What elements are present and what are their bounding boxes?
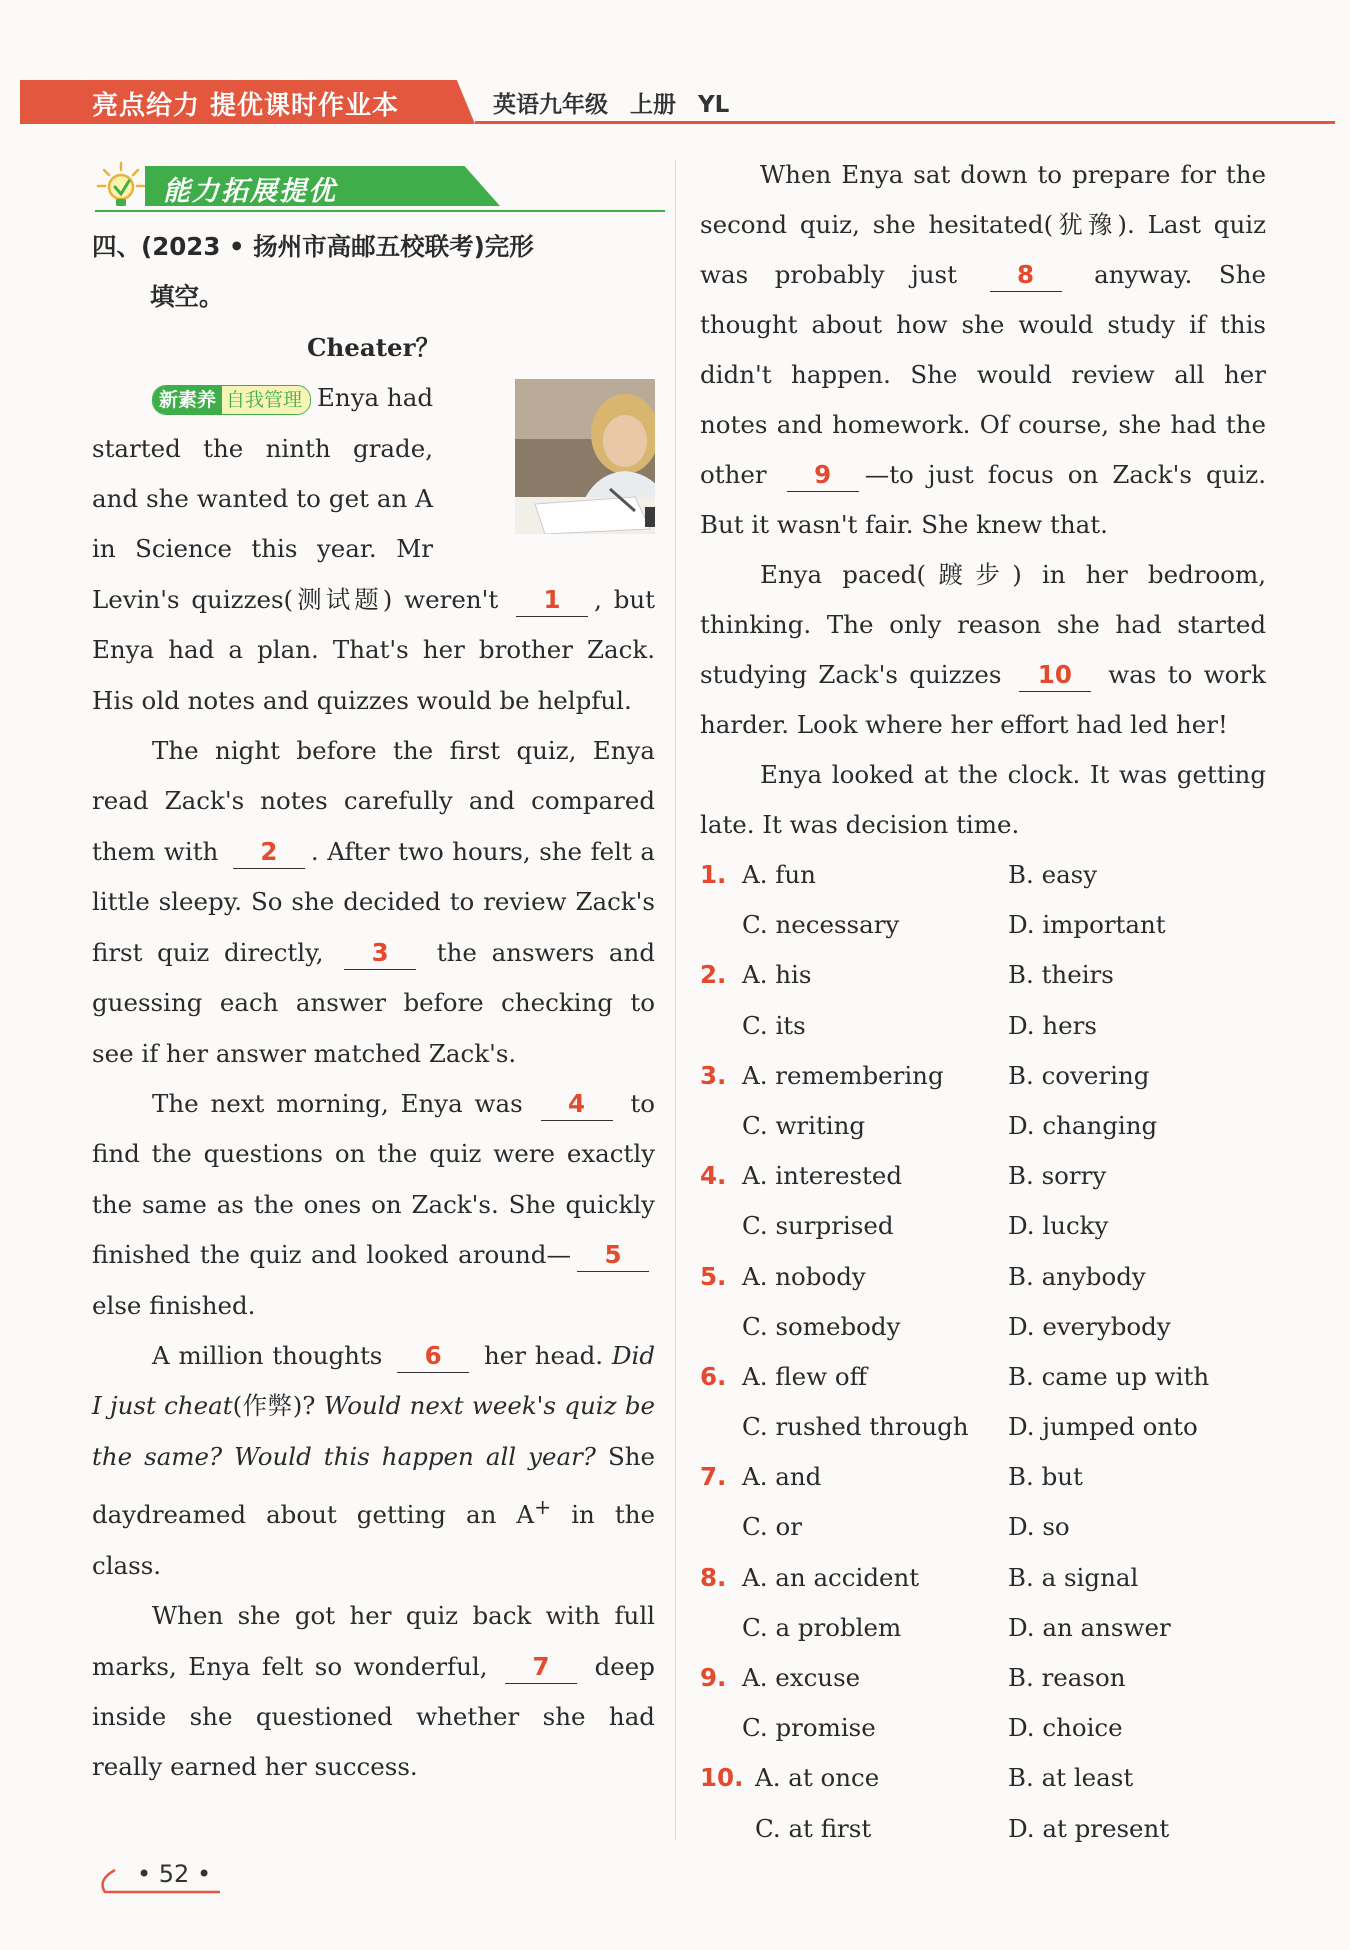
paragraph-8: Enya looked at the clock. It was getting late. It was decision time.: [700, 760, 1266, 839]
blank-6: 6: [397, 1340, 469, 1373]
option-choice[interactable]: B. came up with: [1008, 1361, 1210, 1391]
answer-options: [700, 850, 1266, 1854]
option-row: [700, 850, 1266, 900]
banner-title: 能力拓展提优: [163, 176, 337, 207]
blank-2: 2: [233, 836, 305, 869]
option-choice[interactable]: C. promise: [742, 1713, 876, 1743]
option-choice[interactable]: D. jumped onto: [1008, 1412, 1198, 1442]
option-choice[interactable]: A. interested: [742, 1161, 903, 1191]
literacy-tag-label: 新素养: [153, 386, 222, 414]
option-choice[interactable]: C. somebody: [742, 1311, 901, 1341]
paragraph-2-text-c: the answers and guessing each answer before checking to see if her answer matched Zack's.: [92, 937, 655, 1068]
paragraph-2-text-a: The night before the first quiz, Enya read Zack's notes carefully and compared them with: [92, 736, 655, 866]
option-row: [700, 1452, 1266, 1502]
blank-9: 9: [787, 459, 859, 492]
paragraph-5-text-b: deep inside she questioned whether she had really earned her success.: [92, 1651, 655, 1782]
option-number: 3.: [700, 1060, 727, 1090]
paragraph-4-text-a: A million thoughts: [152, 1340, 383, 1370]
option-choice[interactable]: B. theirs: [1008, 960, 1114, 990]
option-choice[interactable]: B. anybody: [1008, 1261, 1146, 1291]
paragraph-7-text-a: Enya paced(踱步) in her bedroom, thinking. The only reason she had started studying Zack's quizzes: [700, 560, 1266, 689]
option-row: [700, 1553, 1266, 1603]
paragraph-3-text-a: The next morning, Enya was: [152, 1088, 523, 1118]
option-choice[interactable]: B. at least: [1008, 1763, 1134, 1793]
paragraph-7: [700, 550, 1266, 750]
option-choice[interactable]: A. and: [742, 1462, 822, 1492]
option-choice[interactable]: C. surprised: [742, 1211, 894, 1241]
subject-label: 英语九年级: [493, 92, 608, 118]
paragraph-4-italic-a: Did I just cheat: [92, 1340, 656, 1421]
option-choice[interactable]: B. sorry: [1008, 1161, 1107, 1191]
option-choice[interactable]: D. choice: [1008, 1713, 1123, 1743]
option-row: [700, 1502, 1266, 1552]
student-photo: [455, 379, 655, 534]
option-choice[interactable]: C. or: [742, 1512, 802, 1542]
page-footer: [95, 1858, 225, 1898]
blank-10: 10: [1019, 659, 1091, 692]
right-column: [700, 150, 1266, 1854]
paragraph-3-text-b: to find the questions on the quiz were exactly the same as the ones on Zack's. She quickly finished the quiz and looked around—: [92, 1088, 655, 1270]
paragraph-6-text-c: —to just focus on Zack's quiz. But it wasn't fair. She knew that.: [700, 460, 1267, 539]
paragraph-4-text-b: her head.: [483, 1340, 604, 1370]
paragraph-3-text-c: else finished.: [92, 1290, 256, 1320]
paragraph-5-text-a: When she got her quiz back with full marks, Enya felt so wonderful,: [92, 1601, 655, 1681]
option-row: [700, 1151, 1266, 1201]
blank-3: 3: [344, 937, 416, 970]
option-choice[interactable]: A. his: [742, 960, 812, 990]
blank-8: 8: [990, 259, 1062, 292]
option-number: 4.: [700, 1161, 727, 1191]
paragraph-1-text-b: , but Enya had a plan. That's her brother Zack. His old notes and quizzes would be helpful.: [92, 584, 656, 715]
article-title: Cheater？: [306, 332, 441, 362]
lightbulb-icon: [95, 160, 147, 212]
option-choice[interactable]: A. excuse: [742, 1663, 861, 1692]
option-number: 9.: [700, 1663, 727, 1692]
option-row: [700, 1653, 1266, 1703]
option-choice[interactable]: B. a signal: [1008, 1562, 1139, 1592]
paragraph-4-text-d: in the class.: [92, 1500, 655, 1580]
option-choice[interactable]: C. writing: [742, 1110, 866, 1140]
option-row: [700, 1402, 1266, 1452]
book-title: 亮点给力 提优课时作业本: [92, 91, 400, 121]
option-number: 5.: [700, 1261, 727, 1291]
book-subtitle: [493, 86, 729, 119]
banner-rule: [95, 210, 665, 212]
paragraph-1: [92, 373, 655, 726]
option-choice[interactable]: A. fun: [742, 860, 816, 889]
option-choice[interactable]: D. so: [1008, 1512, 1070, 1542]
paragraph-4-text-c: She daydreamed about getting an A: [92, 1441, 655, 1530]
paragraph-2: [92, 726, 655, 1079]
option-choice[interactable]: C. rushed through: [742, 1412, 969, 1442]
option-number: 10.: [700, 1763, 744, 1793]
section-banner: [95, 160, 665, 212]
paragraph-3: [92, 1079, 655, 1331]
option-choice[interactable]: D. at present: [1008, 1813, 1170, 1843]
option-choice[interactable]: B. easy: [1008, 860, 1098, 889]
page-header: [20, 80, 1338, 124]
option-row: [700, 1603, 1266, 1653]
option-row: [700, 1001, 1266, 1051]
option-choice[interactable]: D. hers: [1008, 1010, 1097, 1040]
option-row: [700, 1804, 1266, 1854]
header-rule: [475, 121, 1335, 124]
question-heading-cont: 填空。: [150, 282, 224, 312]
option-choice[interactable]: D. important: [1008, 910, 1166, 940]
option-choice[interactable]: B. reason: [1008, 1663, 1126, 1692]
option-row: [700, 1101, 1266, 1151]
literacy-tag-topic: 自我管理: [222, 386, 310, 414]
option-row: [700, 900, 1266, 950]
paragraph-4-italic-b: Would next week's quiz be the same? Would this happen all year?: [92, 1391, 656, 1471]
paragraph-6: [700, 150, 1266, 550]
blank-1: 1: [516, 584, 588, 617]
option-choice[interactable]: D. lucky: [1008, 1211, 1109, 1241]
option-choice[interactable]: A. nobody: [742, 1261, 866, 1291]
option-row: [700, 1352, 1266, 1402]
option-choice[interactable]: B. but: [1008, 1462, 1083, 1492]
blank-5: 5: [577, 1239, 649, 1272]
paragraph-6-text-a: When Enya sat down to prepare for the second quiz, she hesitated(犹豫). Last quiz was probably just: [700, 160, 1266, 289]
literacy-tag: [152, 385, 311, 415]
option-number: 2.: [700, 960, 727, 990]
option-number: 1.: [700, 860, 727, 889]
left-column: [92, 222, 655, 1793]
option-choice[interactable]: A. an accident: [742, 1562, 920, 1592]
option-choice[interactable]: B. covering: [1008, 1060, 1150, 1090]
option-number: 6.: [700, 1361, 727, 1391]
a-plus-sup: +: [534, 1495, 552, 1520]
option-number: 7.: [700, 1462, 727, 1492]
page-number: • 52 •: [137, 1860, 212, 1888]
paragraph-7-text-b: was to work harder. Look where her effort had led her!: [700, 660, 1266, 739]
option-choice[interactable]: C. necessary: [742, 910, 900, 940]
blank-4: 4: [541, 1088, 613, 1121]
option-row: [700, 1753, 1266, 1803]
student-writing-image: [515, 379, 655, 534]
option-row: [700, 950, 1266, 1000]
paragraph-4: [92, 1331, 655, 1591]
option-row: [700, 1252, 1266, 1302]
option-choice[interactable]: C. its: [742, 1010, 806, 1040]
option-choice[interactable]: D. changing: [1008, 1110, 1158, 1140]
option-choice[interactable]: A. flew off: [742, 1361, 868, 1391]
question-heading: 四、(2023 • 扬州市高邮五校联考)完形: [92, 232, 534, 261]
paragraph-5: [92, 1591, 655, 1793]
paragraph-2-text-b: . After two hours, she felt a little sleepy. So she decided to review Zack's first quiz directly,: [92, 836, 655, 967]
option-row: [700, 1051, 1266, 1101]
paragraph-6-text-b: anyway. She thought about how she would study if this didn't happen. She would review all her notes and homework. Of course, she had the other: [700, 260, 1266, 489]
option-choice[interactable]: D. an answer: [1008, 1612, 1171, 1642]
option-choice[interactable]: D. everybody: [1008, 1311, 1171, 1341]
option-choice[interactable]: A. at once: [755, 1763, 880, 1793]
option-row: [700, 1302, 1266, 1352]
edition-label: YL: [698, 92, 730, 118]
column-divider: [675, 160, 676, 1840]
option-choice[interactable]: A. remembering: [742, 1060, 944, 1090]
option-number: 8.: [700, 1562, 727, 1592]
option-row: [700, 1201, 1266, 1251]
volume-label: 上册: [630, 92, 677, 118]
option-choice[interactable]: C. a problem: [742, 1612, 902, 1642]
blank-7: 7: [505, 1651, 577, 1684]
option-choice[interactable]: C. at first: [755, 1813, 872, 1843]
option-row: [700, 1703, 1266, 1753]
paragraph-4-gloss: (作弊)?: [232, 1391, 316, 1421]
paragraph-1-text-a: Enya had started the ninth grade, and she wanted to get an A in Science this year. Mr Levin's quizzes(测试题) weren't: [92, 383, 499, 614]
